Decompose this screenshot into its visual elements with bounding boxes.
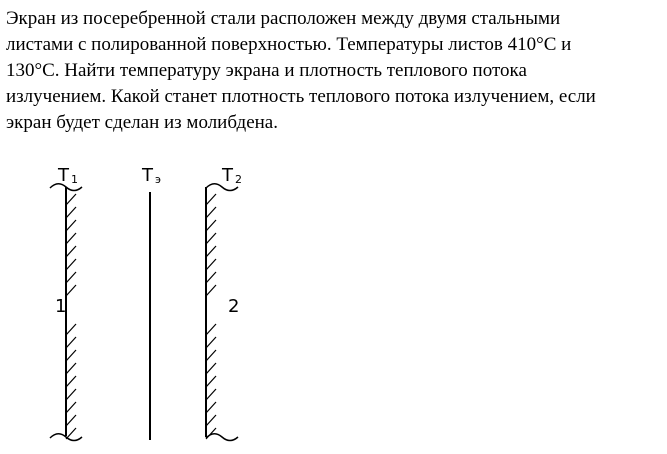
hatch-line (206, 285, 216, 296)
hatch-line (66, 207, 76, 218)
problem-line-4: излучением. Какой станет плотность теплового потока излучением, если (6, 86, 596, 107)
label-t1-letter: T (58, 165, 69, 186)
hatch-line (66, 220, 76, 231)
hatch-line (66, 415, 76, 426)
label-t2-subscript: 2 (235, 173, 242, 186)
hatch-line (206, 246, 216, 257)
hatch-line (66, 402, 76, 413)
hatch-line (206, 350, 216, 361)
sheet-1-hatching (66, 194, 76, 439)
hatch-line (66, 350, 76, 361)
hatch-line (206, 259, 216, 270)
hatch-line (66, 259, 76, 270)
hatch-line (66, 376, 76, 387)
problem-statement (6, 6, 664, 136)
hatch-line (66, 233, 76, 244)
hatch-line (66, 363, 76, 374)
hatch-line (66, 194, 76, 205)
radiation-shield-diagram (0, 150, 300, 454)
hatch-line (206, 207, 216, 218)
label-te-subscript: э (155, 173, 162, 186)
hatch-line (206, 233, 216, 244)
label-sheet-2: 2 (228, 296, 240, 317)
hatch-line (206, 194, 216, 205)
hatch-line (206, 272, 216, 283)
label-te-letter: T (142, 165, 153, 186)
hatch-line (66, 324, 76, 335)
problem-line-1: Экран из посеребренной стали расположен между двумя стальными (6, 8, 561, 29)
label-sheet-1: 1 (55, 296, 67, 317)
hatch-line (206, 220, 216, 231)
hatch-line (66, 389, 76, 400)
hatch-line (66, 285, 76, 296)
hatch-line (66, 272, 76, 283)
label-t1-subscript: 1 (71, 173, 78, 186)
problem-line-5: экран будет сделан из молибдена. (6, 112, 278, 133)
hatch-line (206, 376, 216, 387)
problem-line-3: 130°С. Найти температуру экрана и плотность теплового потока (6, 60, 527, 81)
problem-line-2: листами с полированной поверхностью. Температуры листов 410°С и (6, 34, 572, 55)
hatch-line (206, 389, 216, 400)
hatch-line (66, 337, 76, 348)
sheet-2-bottom-break (206, 434, 238, 441)
hatch-line (206, 337, 216, 348)
hatch-line (206, 415, 216, 426)
hatch-line (66, 428, 76, 439)
label-t2-letter: T (222, 165, 233, 186)
hatch-line (206, 324, 216, 335)
hatch-line (206, 402, 216, 413)
hatch-line (66, 246, 76, 257)
hatch-line (206, 363, 216, 374)
sheet-2-hatching (206, 194, 216, 439)
